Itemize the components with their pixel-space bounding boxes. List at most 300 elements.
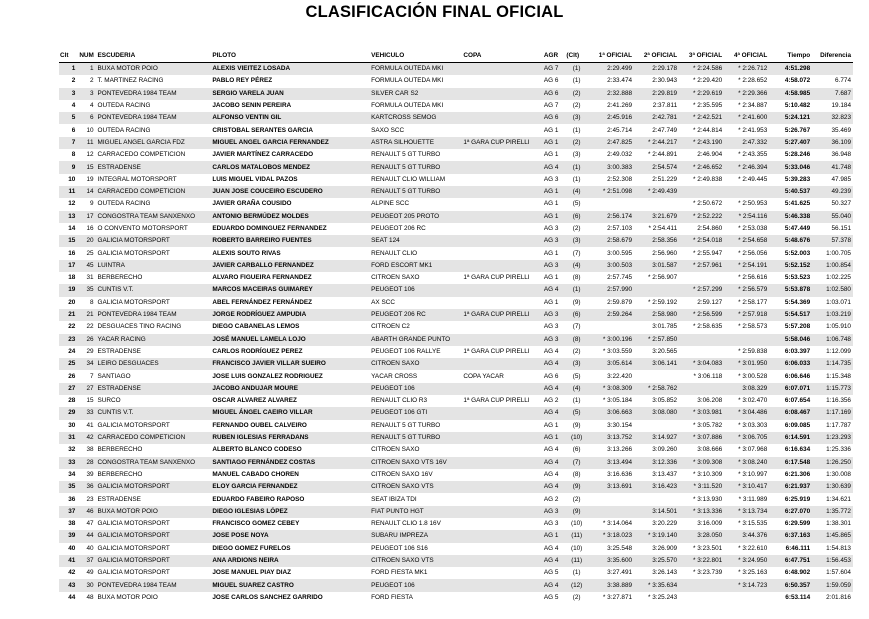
cell-copa xyxy=(462,420,542,432)
table-row xyxy=(59,567,853,579)
cell-num: 33 xyxy=(78,407,96,419)
table-row xyxy=(59,284,853,296)
cell-tiempo: 4:58.985 xyxy=(769,88,812,100)
table-row xyxy=(59,149,853,161)
cell-tiempo: 6:07.654 xyxy=(784,397,811,405)
cell-escuderia: BUXA MOTOR POIO xyxy=(97,63,212,76)
cell-escuderia: CUNTIS V.T. xyxy=(97,284,212,296)
cell-num: 16 xyxy=(86,225,94,232)
cell-piloto: EDUARDO DOMINGUEZ FERNANDEZ xyxy=(212,225,327,232)
cell-oficial-1: 3:05.614 xyxy=(587,358,634,370)
cell-oficial-1 xyxy=(587,198,634,210)
cell-clt-group: (1) xyxy=(572,397,581,405)
cell-piloto: JUAN JOSE COUCEIRO ESCUDERO xyxy=(211,186,370,198)
cell-agr: AG 7 xyxy=(543,102,559,110)
table-row xyxy=(59,137,853,149)
cell-vehiculo: PEUGEOT 205 PROTO xyxy=(370,211,462,223)
cell-clt: 12 xyxy=(68,200,76,208)
cell-escuderia: ESTRADENSE xyxy=(97,495,141,503)
cell-copa: 1ª GARA CUP PIRELLI xyxy=(462,137,542,149)
cell-vehiculo: SEAT 124 xyxy=(370,235,462,247)
cell-copa xyxy=(462,493,542,505)
table-row xyxy=(59,260,853,272)
cell-oficial-3: * 2:57.961 xyxy=(679,260,724,272)
cell-vehiculo: CITROEN C2 xyxy=(371,323,410,331)
cell-copa xyxy=(462,260,542,272)
cell-vehiculo: KARTCROSS SEMOG xyxy=(370,112,462,124)
cell-num: 15 xyxy=(86,397,94,405)
cell-diferencia: 1:54.813 xyxy=(826,544,851,552)
cell-clt-group: (7) xyxy=(572,249,581,257)
cell-oficial-3: * 3:11.520 xyxy=(679,481,724,493)
cell-diferencia: 1:23.293 xyxy=(812,432,853,444)
cell-oficial-1: 2:49.032 xyxy=(607,151,633,159)
cell-num: 47 xyxy=(86,520,94,528)
cell-clt: 39 xyxy=(59,530,78,542)
cell-escuderia: GALICIA MOTORSPORT xyxy=(97,530,212,542)
cell-oficial-2: 3:09.260 xyxy=(652,446,678,454)
cell-tiempo: 5:53.878 xyxy=(769,284,812,296)
cell-escuderia: DESGUACES TINO RACING xyxy=(97,323,182,331)
cell-clt-group: (1) xyxy=(565,63,586,76)
col-clt-group: (Clt) xyxy=(565,49,586,63)
cell-vehiculo: SEAT IBIZA TDI xyxy=(371,495,417,503)
cell-oficial-4: * 3:24.950 xyxy=(724,555,769,567)
cell-oficial-4: * 2:58.177 xyxy=(738,298,768,306)
cell-oficial-1: 2:47.825 xyxy=(587,137,634,149)
cell-copa xyxy=(462,100,542,112)
cell-diferencia: 1:14.735 xyxy=(812,358,853,370)
cell-num: 35 xyxy=(78,284,96,296)
cell-num: 3 xyxy=(78,88,96,100)
cell-diferencia: 1:03.071 xyxy=(826,298,851,306)
col-diferencia: Diferencia xyxy=(812,49,853,63)
cell-oficial-4: * 2:29.366 xyxy=(724,88,769,100)
cell-vehiculo: RENAULT CLIO xyxy=(371,249,418,257)
cell-agr: AG 1 xyxy=(543,298,559,306)
cell-tiempo: 6:06.646 xyxy=(784,372,811,380)
cell-clt: 16 xyxy=(68,249,76,257)
cell-escuderia: GALICIA MOTORSPORT xyxy=(97,298,170,306)
cell-clt-group: (9) xyxy=(565,506,586,518)
table-row xyxy=(59,272,853,284)
cell-agr: AG 4 xyxy=(543,407,566,419)
cell-copa xyxy=(462,469,542,481)
cell-vehiculo: ABARTH GRANDE PUNTO xyxy=(370,334,462,346)
cell-diferencia: 19.184 xyxy=(831,102,851,110)
cell-oficial-4: 3:44.376 xyxy=(724,530,769,542)
cell-piloto: SANTIAGO FERNÁNDEZ COSTAS xyxy=(211,457,370,469)
table-row xyxy=(59,186,853,198)
cell-copa xyxy=(462,247,542,259)
cell-clt: 9 xyxy=(59,161,78,173)
cell-agr: AG 3 xyxy=(543,334,566,346)
cell-oficial-2: * 2:44.891 xyxy=(647,151,678,159)
cell-num: 8 xyxy=(89,298,94,306)
cell-escuderia: GALICIA MOTORSPORT xyxy=(97,421,170,429)
cell-oficial-1: 3:22.420 xyxy=(607,372,633,380)
cell-oficial-2: 3:06.141 xyxy=(634,358,679,370)
cell-vehiculo: RENAULT CLIO 1.8 16V xyxy=(371,520,441,528)
cell-oficial-2: 3:08.080 xyxy=(634,407,679,419)
cell-clt-group: (5) xyxy=(572,372,581,380)
cell-escuderia: GALICIA MOTORSPORT xyxy=(97,235,212,247)
cell-escuderia: LEIRO DESGUACES xyxy=(97,358,212,370)
cell-oficial-3: * 2:29.619 xyxy=(679,88,724,100)
cell-clt-group: (9) xyxy=(565,481,586,493)
cell-copa xyxy=(462,149,542,161)
cell-clt-group: (1) xyxy=(565,284,586,296)
cell-piloto: RUBEN IGLESIAS FERRADANS xyxy=(211,432,370,444)
cell-num: 23 xyxy=(86,495,94,503)
cell-clt-group: (3) xyxy=(572,151,581,159)
cell-oficial-1 xyxy=(587,506,634,518)
cell-oficial-4: * 2:53.038 xyxy=(738,225,768,232)
cell-oficial-4: 2:47.332 xyxy=(724,137,769,149)
cell-oficial-1: 3:27.491 xyxy=(607,569,633,577)
cell-escuderia: CARRACEDO COMPETICION xyxy=(97,186,212,198)
cell-clt-group: (6) xyxy=(572,446,581,454)
cell-oficial-1: 3:13.494 xyxy=(587,457,634,469)
cell-piloto: FERNANDO OUBEL CALVEIRO xyxy=(212,421,307,429)
cell-piloto: ROBERTO BARREIRO FUENTES xyxy=(211,235,370,247)
cell-piloto: ALFONSO VENTIN GIL xyxy=(211,112,370,124)
cell-oficial-2 xyxy=(634,284,679,296)
cell-piloto: ANTONIO BERMÚDEZ MOLDES xyxy=(211,211,370,223)
cell-tiempo: 4:51.298 xyxy=(769,63,812,76)
cell-copa: 1ª GARA CUP PIRELLI xyxy=(463,397,530,405)
cell-clt: 32 xyxy=(68,446,76,454)
cell-vehiculo: SUBARU IMPREZA xyxy=(370,530,462,542)
cell-clt-group: (3) xyxy=(565,235,586,247)
cell-tiempo: 6:50.357 xyxy=(769,579,812,591)
col-clt: Clt xyxy=(59,49,78,63)
cell-oficial-1: 2:45.916 xyxy=(587,112,634,124)
cell-clt-group: (5) xyxy=(572,200,581,208)
cell-diferencia: 1:45.865 xyxy=(812,530,853,542)
cell-diferencia: 1:57.604 xyxy=(826,569,851,577)
cell-agr: AG 6 xyxy=(543,112,566,124)
cell-vehiculo: CITROEN SAXO xyxy=(371,274,420,282)
table-row xyxy=(59,88,853,100)
table-row xyxy=(59,124,853,136)
cell-escuderia: SANTIAGO xyxy=(97,372,131,380)
cell-num: 38 xyxy=(86,446,94,454)
cell-clt-group: (8) xyxy=(572,274,581,282)
cell-clt-group: (2) xyxy=(572,593,581,601)
table-row xyxy=(59,370,853,382)
cell-diferencia: 56.151 xyxy=(831,225,851,232)
cell-tiempo: 5:10.482 xyxy=(784,102,811,110)
cell-clt: 1 xyxy=(59,63,78,76)
cell-piloto: JACOBO ANDUJAR MOURE xyxy=(211,383,370,395)
cell-oficial-4: * 2:50.953 xyxy=(738,200,768,208)
table-row xyxy=(59,247,853,259)
cell-diferencia: 7.687 xyxy=(812,88,853,100)
cell-vehiculo: CITROEN SAXO xyxy=(370,358,462,370)
cell-oficial-2 xyxy=(634,420,679,432)
cell-oficial-2: * 2:58.762 xyxy=(634,383,679,395)
cell-tiempo: 5:57.208 xyxy=(784,323,811,331)
cell-oficial-4: 3:08.329 xyxy=(724,383,769,395)
cell-escuderia: BUXA MOTOR POIO xyxy=(97,593,158,601)
cell-oficial-1: 2:59.264 xyxy=(587,309,634,321)
cell-oficial-4: * 2:41.600 xyxy=(724,112,769,124)
cell-piloto: DIEGO IGLESIAS LÓPEZ xyxy=(211,506,370,518)
cell-agr: AG 4 xyxy=(543,481,566,493)
cell-piloto: ANA ARDIONS NEIRA xyxy=(211,555,370,567)
cell-oficial-1: 3:06.663 xyxy=(587,407,634,419)
cell-oficial-2: * 2:49.439 xyxy=(634,186,679,198)
cell-agr: AG 1 xyxy=(543,421,559,429)
cell-diferencia: 1:30.008 xyxy=(826,470,851,478)
cell-clt: 10 xyxy=(68,175,76,183)
cell-oficial-1: * 3:08.309 xyxy=(587,383,634,395)
cell-escuderia: GALICIA MOTORSPORT xyxy=(97,481,212,493)
cell-num: 6 xyxy=(78,112,96,124)
cell-escuderia: YACAR RACING xyxy=(97,334,212,346)
cell-tiempo: 5:41.625 xyxy=(784,200,811,208)
cell-oficial-3 xyxy=(679,272,724,284)
cell-diferencia: 1:35.772 xyxy=(812,506,853,518)
cell-vehiculo: PEUGEOT 106 xyxy=(370,383,462,395)
cell-vehiculo: PEUGEOT 206 RC xyxy=(370,309,462,321)
cell-oficial-2: * 3:25.243 xyxy=(647,593,678,601)
table-row xyxy=(59,198,853,210)
cell-oficial-4: * 3:10.417 xyxy=(724,481,769,493)
cell-clt-group: (8) xyxy=(572,470,581,478)
cell-piloto: FRANCISCO JAVIER VILLAR SUEIRO xyxy=(211,358,370,370)
cell-tiempo: 5:58.046 xyxy=(769,334,812,346)
cell-oficial-3: 2:46.904 xyxy=(697,151,723,159)
cell-agr: AG 4 xyxy=(543,457,566,469)
cell-oficial-2: 3:26.143 xyxy=(652,569,678,577)
cell-clt-group: (4) xyxy=(565,186,586,198)
cell-oficial-2: * 2:56.907 xyxy=(647,274,678,282)
cell-oficial-4: * 2:43.355 xyxy=(738,151,768,159)
cell-piloto: ALVARO FIGUEIRA FERNANDEZ xyxy=(212,274,312,282)
cell-escuderia: ESTRADENSE xyxy=(97,383,212,395)
cell-piloto: JOSÉ MANUEL LAMELA LOJO xyxy=(211,334,370,346)
cell-clt-group: (2) xyxy=(572,495,581,503)
cell-oficial-4 xyxy=(724,334,769,346)
cell-oficial-1: 2:29.499 xyxy=(587,63,634,76)
cell-escuderia: SURCO xyxy=(97,397,121,405)
cell-clt: 41 xyxy=(59,555,78,567)
cell-tiempo: 6:29.599 xyxy=(784,520,811,528)
cell-oficial-4: * 3:22.610 xyxy=(738,544,768,552)
cell-piloto: ALEXIS VIEITEZ LOSADA xyxy=(211,63,370,76)
cell-escuderia: ESTRADENSE xyxy=(97,347,141,355)
cell-clt-group: (6) xyxy=(565,309,586,321)
cell-oficial-1: 3:35.600 xyxy=(587,555,634,567)
cell-oficial-4: * 2:56.056 xyxy=(738,249,768,257)
cell-copa xyxy=(462,444,542,456)
cell-vehiculo: RENAULT 5 GT TURBO xyxy=(370,186,462,198)
cell-oficial-3: 3:28.050 xyxy=(679,530,724,542)
cell-clt: 43 xyxy=(59,579,78,591)
cell-clt: 18 xyxy=(68,274,76,282)
cell-num: 10 xyxy=(86,126,94,134)
cell-agr: AG 4 xyxy=(543,347,559,355)
cell-clt-group: (2) xyxy=(565,137,586,149)
cell-oficial-4: * 2:54.658 xyxy=(724,235,769,247)
col-oficial-1: 1ª OFICIAL xyxy=(587,49,634,63)
cell-tiempo: 6:06.033 xyxy=(769,358,812,370)
cell-diferencia: 1:59.059 xyxy=(812,579,853,591)
cell-tiempo: 6:21.937 xyxy=(769,481,812,493)
cell-tiempo: 6:16.634 xyxy=(784,446,811,454)
cell-oficial-3 xyxy=(679,334,724,346)
cell-tiempo: 5:33.046 xyxy=(769,161,812,173)
cell-agr: AG 6 xyxy=(543,372,559,380)
cell-copa xyxy=(462,530,542,542)
cell-clt: 2 xyxy=(71,77,76,85)
cell-tiempo: 5:24.121 xyxy=(769,112,812,124)
cell-oficial-4: * 2:49.445 xyxy=(738,175,768,183)
cell-oficial-2: 3:12.336 xyxy=(634,457,679,469)
cell-piloto: MIGUEL SUAREZ CASTRO xyxy=(211,579,370,591)
cell-copa xyxy=(462,567,542,579)
cell-piloto: DIEGO GOMEZ FURELOS xyxy=(212,544,291,552)
cell-escuderia: BERBERECHO xyxy=(97,446,143,454)
cell-oficial-4: * 3:04.486 xyxy=(724,407,769,419)
cell-agr: AG 4 xyxy=(543,161,566,173)
cell-clt: 4 xyxy=(71,102,76,110)
table-row xyxy=(59,457,853,469)
table-row xyxy=(59,321,853,333)
cell-agr: AG 4 xyxy=(543,358,566,370)
cell-tiempo: 6:47.751 xyxy=(769,555,812,567)
cell-diferencia: 1:02.225 xyxy=(826,274,851,282)
cell-vehiculo: PEUGEOT 206 RC xyxy=(371,225,426,232)
cell-oficial-3 xyxy=(679,592,724,604)
cell-diferencia: 6.774 xyxy=(835,77,851,85)
table-row xyxy=(59,518,853,530)
cell-oficial-3: * 3:06.118 xyxy=(693,372,723,380)
cell-clt: 5 xyxy=(59,112,78,124)
cell-piloto: PABLO REY PÉREZ xyxy=(212,77,273,85)
cell-clt-group: (4) xyxy=(565,260,586,272)
cell-agr: AG 3 xyxy=(543,235,566,247)
cell-oficial-1: 2:57.745 xyxy=(607,274,633,282)
cell-oficial-2: 2:58.356 xyxy=(634,235,679,247)
cell-piloto: SERGIO VARELA JUAN xyxy=(211,88,370,100)
cell-oficial-1: * 3:05.184 xyxy=(602,397,633,405)
cell-clt: 37 xyxy=(59,506,78,518)
cell-vehiculo: SAXO SCC xyxy=(371,126,405,134)
cell-clt: 21 xyxy=(59,309,78,321)
cell-clt: 28 xyxy=(68,397,76,405)
cell-oficial-3: * 2:52.222 xyxy=(679,211,724,223)
cell-copa: COPA YACAR xyxy=(463,372,504,380)
cell-diferencia: 1:16.356 xyxy=(826,397,851,405)
cell-oficial-4: * 3:06.705 xyxy=(724,432,769,444)
cell-oficial-3: * 2:54.018 xyxy=(679,235,724,247)
cell-copa xyxy=(462,63,542,76)
cell-clt: 17 xyxy=(59,260,78,272)
cell-diferencia: 32.823 xyxy=(812,112,853,124)
cell-num: 7 xyxy=(89,372,94,380)
cell-oficial-4: * 2:54.191 xyxy=(724,260,769,272)
table-row xyxy=(59,383,853,395)
cell-clt: 29 xyxy=(59,407,78,419)
cell-num: 20 xyxy=(78,235,96,247)
cell-oficial-3: * 2:55.947 xyxy=(693,249,723,257)
cell-num: 9 xyxy=(89,200,94,208)
cell-oficial-4: * 3:15.535 xyxy=(738,520,768,528)
cell-vehiculo: RENAULT 5 GT TURBO xyxy=(370,432,462,444)
cell-oficial-4: * 2:46.394 xyxy=(724,161,769,173)
cell-clt-group: (1) xyxy=(572,569,581,577)
cell-num: 40 xyxy=(86,544,94,552)
cell-oficial-1: 3:38.889 xyxy=(587,579,634,591)
cell-piloto: JORGE RODRÍGUEZ AMPUDIA xyxy=(211,309,370,321)
table-row xyxy=(59,530,853,542)
cell-agr: AG 4 xyxy=(543,446,559,454)
cell-oficial-4: * 2:56.616 xyxy=(738,274,768,282)
cell-vehiculo: RENAULT CLIO WILLIAM xyxy=(371,175,446,183)
cell-clt-group: (4) xyxy=(565,383,586,395)
cell-clt: 23 xyxy=(59,334,78,346)
results-table xyxy=(59,49,853,604)
cell-oficial-2: 2:51.229 xyxy=(652,175,678,183)
cell-vehiculo: CITROEN SAXO VTS xyxy=(370,481,462,493)
cell-oficial-3: * 2:56.599 xyxy=(679,309,724,321)
cell-oficial-1: * 3:03.559 xyxy=(602,347,633,355)
cell-escuderia: OUTEDA RACING xyxy=(97,102,151,110)
cell-oficial-3: 3:16.009 xyxy=(697,520,723,528)
cell-oficial-1: 2:45.714 xyxy=(607,126,633,134)
cell-diferencia: 2:01.816 xyxy=(826,593,851,601)
cell-escuderia: GALICIA MOTORSPORT xyxy=(97,544,170,552)
cell-copa: 1ª GARA CUP PIRELLI xyxy=(463,274,530,282)
cell-oficial-2: 2:29.178 xyxy=(634,63,679,76)
cell-piloto: JAVIER MARTÍNEZ CARRACEDO xyxy=(212,151,314,159)
cell-oficial-3: * 2:46.652 xyxy=(679,161,724,173)
cell-agr: AG 3 xyxy=(543,520,559,528)
cell-num: 48 xyxy=(86,593,94,601)
cell-num: 29 xyxy=(86,347,94,355)
cell-escuderia: GALICIA MOTORSPORT xyxy=(97,555,212,567)
cell-tiempo: 6:25.919 xyxy=(784,495,811,503)
cell-num: 42 xyxy=(78,432,96,444)
cell-agr: AG 5 xyxy=(543,593,559,601)
cell-clt: 26 xyxy=(68,372,76,380)
cell-oficial-4: * 2:26.712 xyxy=(724,63,769,76)
cell-num: 37 xyxy=(78,555,96,567)
cell-oficial-4 xyxy=(724,592,769,604)
cell-oficial-4: * 2:57.918 xyxy=(724,309,769,321)
cell-oficial-2: 3:01.587 xyxy=(634,260,679,272)
cell-oficial-3: * 2:29.420 xyxy=(693,77,723,85)
cell-tiempo: 6:09.085 xyxy=(784,421,811,429)
cell-oficial-3: * 3:13.930 xyxy=(693,495,723,503)
cell-agr: AG 1 xyxy=(543,137,566,149)
cell-agr: AG 4 xyxy=(543,544,559,552)
cell-clt-group: (11) xyxy=(565,555,586,567)
table-row xyxy=(59,75,853,87)
table-row xyxy=(59,235,853,247)
table-row xyxy=(59,543,853,555)
cell-agr: AG 1 xyxy=(543,432,566,444)
cell-vehiculo: RENAULT 5 GT TURBO xyxy=(371,421,441,429)
table-row xyxy=(59,407,853,419)
cell-oficial-2 xyxy=(634,198,679,210)
cell-tiempo: 6:17.548 xyxy=(769,457,812,469)
table-row xyxy=(59,297,853,309)
cell-num: 12 xyxy=(86,151,94,159)
